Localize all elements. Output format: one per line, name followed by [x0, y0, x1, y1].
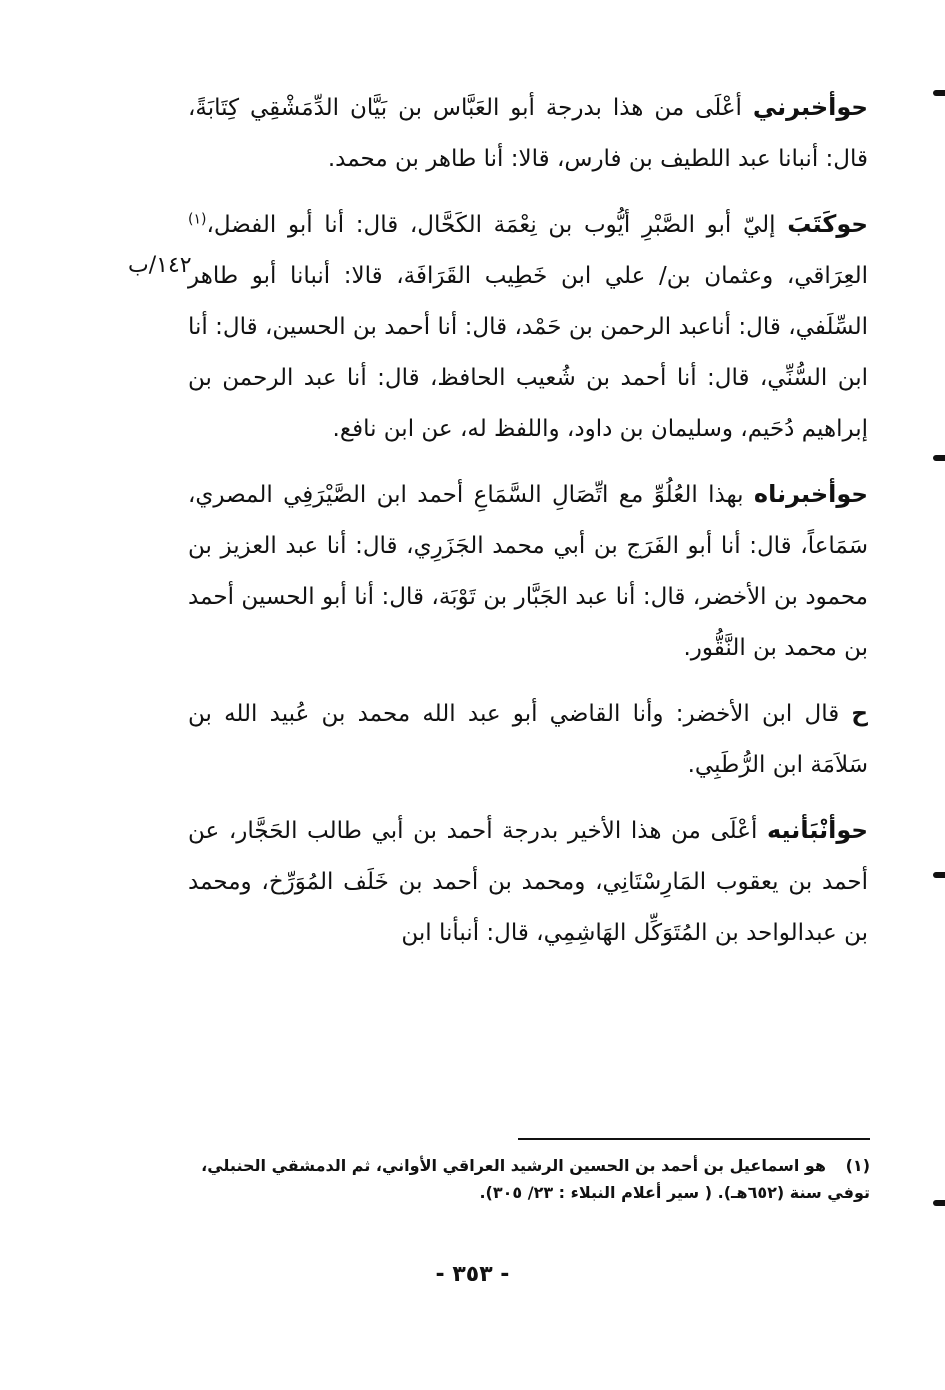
scan-edge-mark [933, 455, 945, 461]
paragraph-text: إليّ أبو الصَّبْرِ أيُّوب بن نِعْمَة الكَحَّال، قال: أنا أبو الفضل، [206, 212, 788, 238]
paragraph-text: بهذا العُلُوِّ مع اتِّصَالِ السَّمَاعِ أحمد ابن الصَّيْرَفِي المصري، سَمَاعاً، قال: أنا أبو الفَرَج بن أبي محمد الجَزَرِي، قال: أنا عبد العزيز بن محمود بن الأخضر، قال: أنا عبد الجَبَّار بن تَوْبَة، قال: أنا أبو الحسين أحمد بن محمد بن النَّقُّور. [188, 482, 868, 661]
isnad-marker: ح [851, 701, 868, 727]
footnote-divider [518, 1138, 870, 1140]
paragraph-lead: وأخبرناه [753, 480, 852, 508]
isnad-marker: ح [851, 212, 868, 238]
main-text [188, 82, 868, 973]
scan-edge-mark [933, 90, 945, 96]
paragraph-text: أعْلَى من هذا الأخير بدرجة أحمد بن أبي طالب الحَجَّار، عن أحمد بن يعقوب المَارِسْتَانِي، ومحمد بن أحمد بن خَلَف المُوَرِّخ، ومحمد بن عبدالواحد بن المُتَوَكِّل الهَاشِمِي، قال: أنبأنا ابن [188, 818, 868, 946]
paragraph-4 [188, 688, 868, 791]
paragraph-lead: وأخبرني [752, 93, 852, 121]
scan-edge-mark [933, 1200, 945, 1206]
footnote-item [190, 1152, 870, 1206]
paragraph-3 [188, 469, 868, 674]
footnote-reference[interactable]: (١) [188, 211, 207, 228]
footnote-text: هو اسماعيل بن أحمد بن الحسين الرشيد العراقي الأواني، ثم الدمشقي الحنبلي، توفي سنة (٦٥٢هـ). ( سير أعلام النبلاء : ٢٣/ ٣٠٥). [201, 1156, 870, 1202]
paragraph-1 [188, 82, 868, 185]
paragraph-text: العِرَاقي، وعثمان بن/ علي ابن خَطِيب القَرَافَة، قالا: أنبانا أبو طاهر السِّلَفي، قال: أناعبد الرحمن بن حَمْد، قال: أنا أحمد بن الحسين، قال: أنا ابن السُّنِّي، قال: أنا أحمد بن شُعيب الحافظ، قال: أنا عبد الرحمن بن إبراهيم دُحَيم، وسليمان بن داود، واللفظ له، عن ابن نافع. [188, 263, 868, 442]
scan-edge-mark [933, 872, 945, 878]
manuscript-folio-note: ١٤٢/ب [128, 253, 192, 278]
footnotes [190, 1152, 870, 1206]
isnad-marker: ح [851, 818, 868, 844]
paragraph-text: أعْلَى من هذا بدرجة أبو العَبَّاس بن بَيَّان الدِّمَشْقِي كِتَابَةً، قال: أنبانا عبد اللطيف بن فارس، قالا: أنا طاهر بن محمد. [188, 95, 868, 172]
paragraph-text: قال ابن الأخضر: وأنا القاضي أبو عبد الله محمد بن عُبيد الله بن سَلاَمَة ابن الرُّطَبِي. [188, 701, 868, 778]
paragraph-lead: وكَتَبَ [787, 210, 852, 238]
isnad-marker: ح [851, 482, 868, 508]
paragraph-2 [188, 199, 868, 455]
page-number: - ٣٥٣ - [435, 1262, 510, 1287]
paragraph-lead: وأنْبَأنيه [766, 816, 852, 844]
isnad-marker: ح [851, 95, 868, 121]
paragraph-5 [188, 805, 868, 959]
footnote-number: (١) [845, 1156, 870, 1175]
